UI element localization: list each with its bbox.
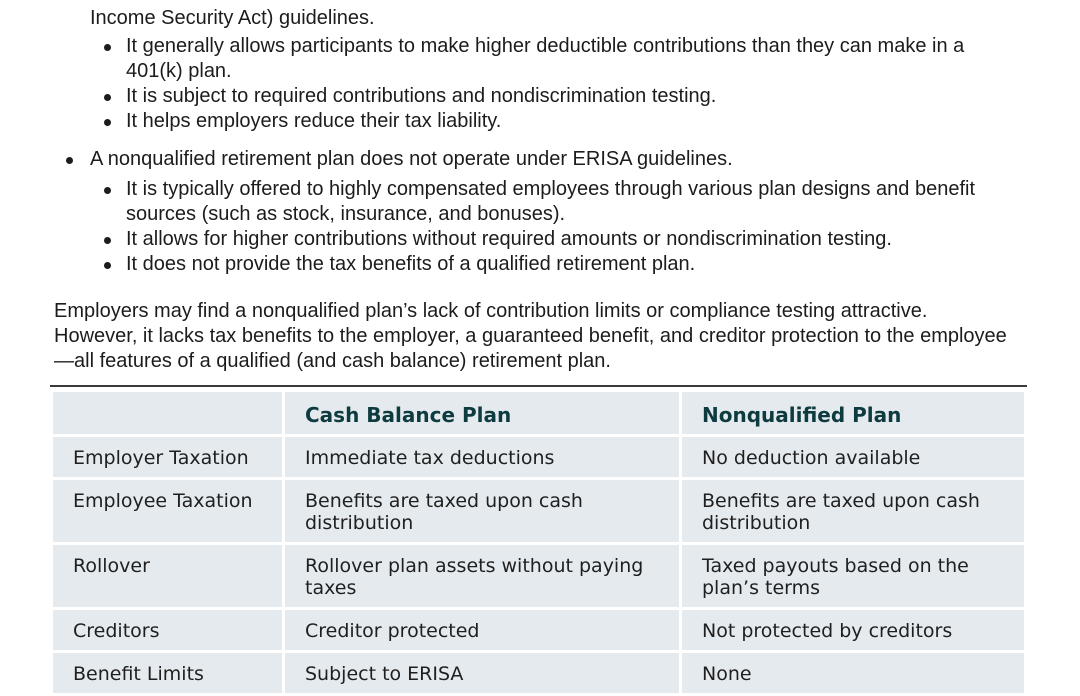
table-cell: Employer Taxation (53, 437, 282, 477)
table-cell: Not protected by creditors (682, 610, 1024, 650)
table-cell: None (682, 653, 1024, 693)
table-cell: Taxed payouts based on the plan’s terms (682, 545, 1024, 607)
table-cell: Rollover plan assets without paying taxes (285, 545, 679, 607)
list-item (54, 147, 1024, 277)
table-cell: Creditor protected (285, 610, 679, 650)
list-item: It is subject to required contributions and nondiscrimination testing. (90, 84, 1020, 109)
table-cell: Benefits are taxed upon cash distribution (285, 480, 679, 542)
table-cell: Creditors (53, 610, 282, 650)
summary-paragraph: Employers may find a nonqualified plan’s lack of contribution limits or compliance testing attractive. However, it lacks tax benefits to the employer, a guaranteed benefit, and creditor protection to the employee—all features of a qualified (and cash balance) retirement plan. (54, 300, 1007, 372)
table-top-rule (50, 385, 1027, 387)
table-cell: Subject to ERISA (285, 653, 679, 693)
list-item: It generally allows participants to make higher deductible contributions than they can make in a 401(k) plan. (90, 34, 1020, 84)
table-cell: Rollover (53, 545, 282, 607)
intro-line-partial: Income Security Act) guidelines. (90, 7, 375, 29)
qualified-points-list (90, 34, 1020, 134)
table-cell: Immediate tax deductions (285, 437, 679, 477)
table-row (53, 610, 1024, 650)
table-row (53, 480, 1024, 542)
table-header-row (53, 392, 1024, 434)
nonqualified-heading: A nonqualified retirement plan does not operate under ERISA guidelines. (90, 148, 733, 170)
comparison-table (50, 389, 1027, 696)
list-item: It helps employers reduce their tax liability. (90, 109, 1020, 134)
table-row (53, 545, 1024, 607)
nonqualified-points-list (90, 177, 1024, 277)
table-row (53, 653, 1024, 693)
table-cell: Employee Taxation (53, 480, 282, 542)
table-header-cell: Nonqualified Plan (682, 392, 1024, 434)
table-cell: Benefit Limits (53, 653, 282, 693)
table-header-cell (53, 392, 282, 434)
list-item: It does not provide the tax benefits of a qualified retirement plan. (90, 252, 1024, 277)
list-item: It is typically offered to highly compensated employees through various plan designs and benefit sources (such as stock, insurance, and bonuses). (90, 177, 1024, 227)
table-row (53, 437, 1024, 477)
table-header-cell: Cash Balance Plan (285, 392, 679, 434)
nonqualified-section (54, 147, 1024, 277)
table-cell: Benefits are taxed upon cash distribution (682, 480, 1024, 542)
list-item: It allows for higher contributions without required amounts or nondiscrimination testing. (90, 227, 1024, 252)
table-cell: No deduction available (682, 437, 1024, 477)
